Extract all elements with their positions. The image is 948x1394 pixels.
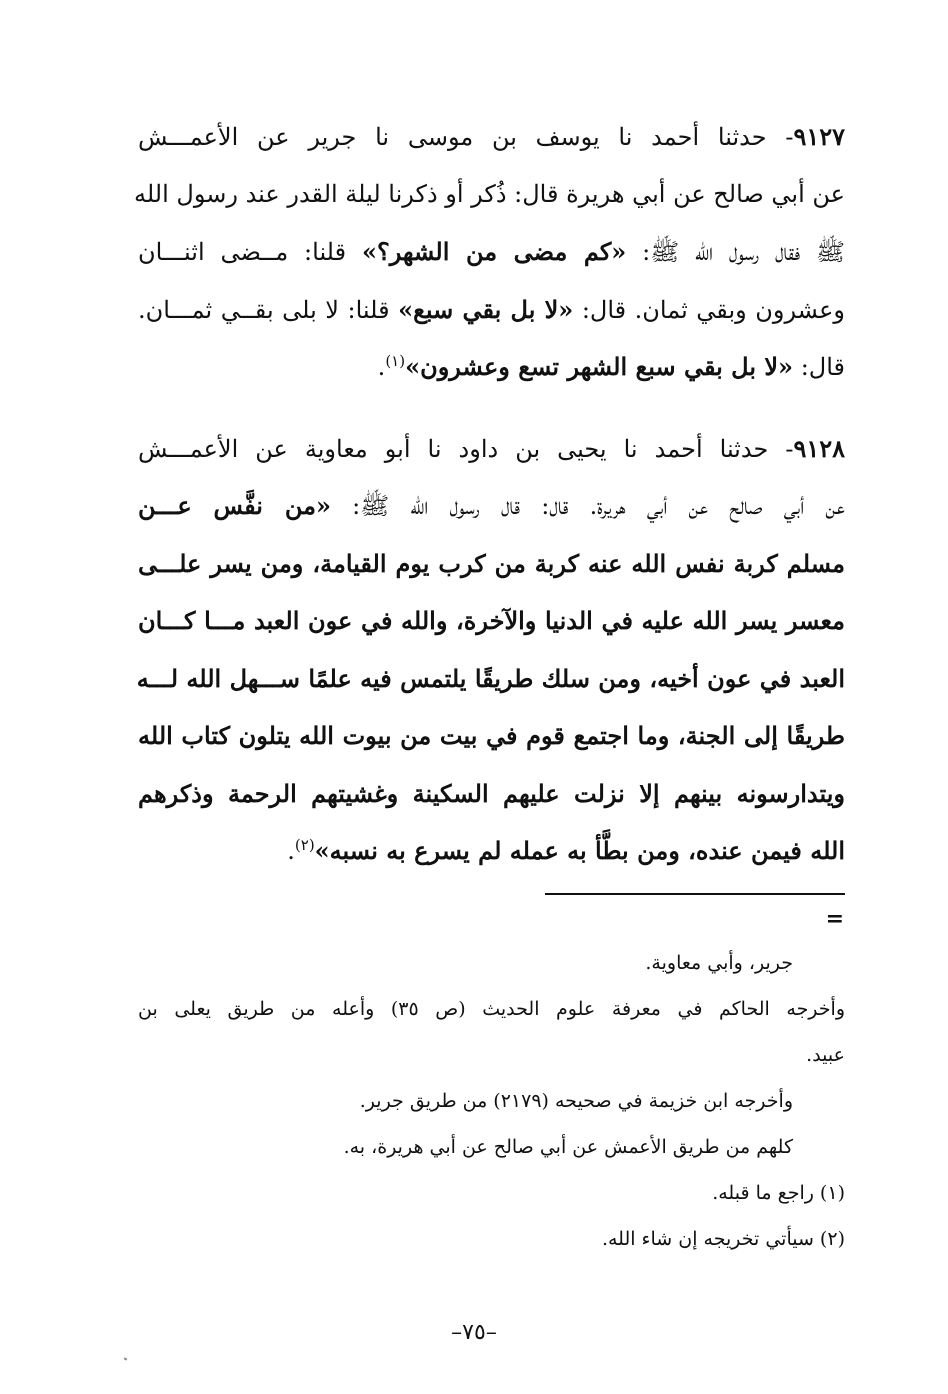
hadith-9128-line-8: الله فيمن عنده، ومن بطَّأ به عمله لم يسرع به نسبه»$^{(٢)}$. (287, 836, 845, 865)
footnote-separator (545, 893, 845, 895)
hadith-9128-line-6: طريقًا إلى الجنة، وما اجتمع قوم في بيت من بيوت الله يتلون كتاب الله (138, 721, 845, 750)
prophetic-speech: «كم مضى من الشهر؟» (361, 237, 627, 266)
main-text (133, 108, 846, 880)
prophetic-speech: «من نفَّس عـــن (138, 491, 331, 520)
footnote-continuation-mark: = (825, 906, 844, 932)
hadith-9128-line-1: ٩١٢٨- حدثنا أحمد نا يحيى بن داود نا أبو معاوية عن الأعمـــش (138, 433, 845, 463)
hadith-9128-line-5: العبد في عون أخيه، ومن سلك طريقًا يلتمس فيه علمًا ســـهل الله لـــه (136, 663, 845, 693)
footnote-1: (١) راجع ما قبله. (712, 1182, 845, 1204)
hadith-9128-line-4: معسر يسر الله عليه في الدنيا والآخرة، والله في عون العبد مـــا كـــان (138, 606, 845, 635)
hadith-9127-line-3: ﷺ فقال رسول الله ﷺ: «كم مضى من الشهر؟» قلنا: مــضى اثنـــان (138, 237, 845, 266)
hadith-9128-line-3: مسلم كربة نفس الله عنه كربة من كرب يوم القيامة، ومن يسر علـــى (138, 548, 845, 578)
footnote-line: كلهم من طريق الأعمش عن أبي صالح عن أبي هريرة، به. (343, 1136, 793, 1158)
footnote-line: وأخرجه الحاكم في معرفة علوم الحديث (ص ٣٥) وأعله من طريق يعلى بن (138, 998, 845, 1020)
scan-speck (124, 1357, 128, 1360)
footnote-line: عبيد. (806, 1044, 845, 1066)
footnote-2: (٢) سيأتي تخريجه إن شاء الله. (601, 1228, 845, 1250)
prophetic-speech: «لا بل بقي سبع» (398, 294, 574, 324)
footnote-ref: (١) (385, 352, 406, 370)
hadith-9128-line-2: عن أبي صالح عن أبي هريرة. قال: قال رسول الله ﷺ: «من نفَّس عـــن (138, 491, 845, 520)
hadith-9127-line-5: قال: «لا بل بقي سبع الشهر تسع وعشرون»$^{(١)}$. (377, 352, 845, 381)
prophetic-speech: «لا بل بقي سبع الشهر تسع وعشرون» (405, 352, 794, 381)
footnote-ref: (٢) (294, 836, 315, 854)
hadith-9127-line-1: ٩١٢٧- حدثنا أحمد نا يوسف بن موسى نا جرير عن الأعمـــش (138, 122, 845, 151)
footnote-line: وأخرجه ابن خزيمة في صحيحه (٢١٧٩) من طريق جرير. (359, 1090, 793, 1112)
hadith-number: ٩١٢٧ (793, 122, 845, 151)
page-number: –٧٥– (451, 1320, 497, 1345)
footnotes (138, 940, 845, 1262)
hadith-9127-line-4: وعشرون وبقي ثمان. قال: «لا بل بقي سبع» قلنا: لا بلى بقــي ثمـــان. (138, 294, 846, 324)
hadith-number: ٩١٢٨ (793, 433, 845, 463)
hadith-9127-line-2: عن أبي صالح عن أبي هريرة قال: ذُكر أو ذكرنا ليلة القدر عند رسول الله (133, 179, 845, 208)
footnote-line: جرير، وأبي معاوية. (645, 952, 793, 974)
hadith-9128-line-7: ويتدارسونه بينهم إلا نزلت عليهم السكينة وغشيتهم الرحمة وذكرهم (138, 778, 845, 808)
